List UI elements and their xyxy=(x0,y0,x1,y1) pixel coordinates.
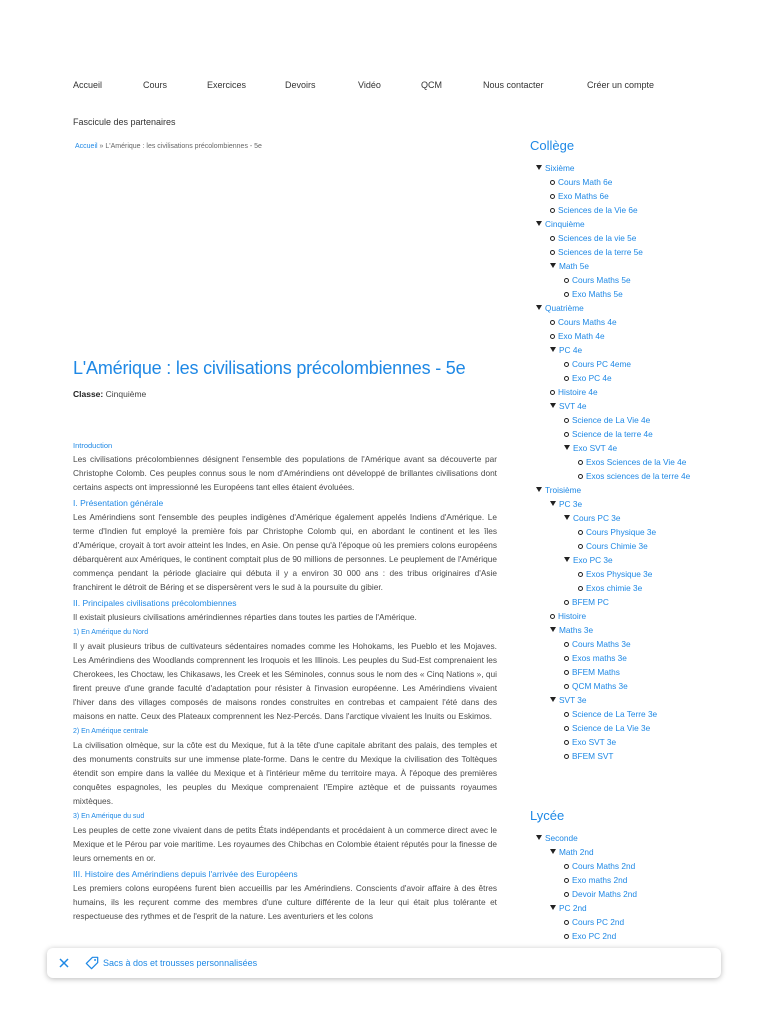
college-item-label[interactable]: Histoire xyxy=(558,611,587,621)
college-item[interactable] xyxy=(530,301,740,315)
bullet-icon xyxy=(564,418,569,423)
lycee-item-label[interactable]: Exo maths 2nd xyxy=(572,875,628,885)
college-item-label[interactable]: Math 5e xyxy=(559,261,589,271)
expand-triangle-icon[interactable] xyxy=(564,515,570,520)
college-item[interactable] xyxy=(530,371,740,385)
breadcrumb xyxy=(75,143,262,150)
college-item[interactable] xyxy=(530,427,740,441)
college-item[interactable] xyxy=(530,315,740,329)
bottom-ad-link[interactable]: Sacs à dos et trousses personnalisées xyxy=(103,958,258,968)
expand-triangle-icon[interactable] xyxy=(536,835,542,840)
section-3-heading: III. Histoire des Amérindiens depuis l'arrivée des Européens xyxy=(73,869,298,879)
bullet-icon xyxy=(550,320,555,325)
college-item[interactable] xyxy=(530,511,740,525)
section-1-heading: I. Présentation générale xyxy=(73,498,164,508)
bullet-icon xyxy=(564,920,569,925)
college-item-label[interactable]: Exos Sciences de la Vie 4e xyxy=(586,457,687,467)
bullet-icon xyxy=(564,292,569,297)
bullet-icon xyxy=(564,934,569,939)
college-item[interactable] xyxy=(530,581,740,595)
article-body xyxy=(73,418,497,948)
expand-triangle-icon[interactable] xyxy=(550,263,556,268)
college-item-label[interactable]: Cours PC 3e xyxy=(573,513,621,523)
lycee-tree xyxy=(530,831,740,943)
college-item-label[interactable]: Science de La Terre 3e xyxy=(572,709,658,719)
bullet-icon xyxy=(564,684,569,689)
college-item[interactable] xyxy=(530,287,740,301)
expand-triangle-icon[interactable] xyxy=(550,905,556,910)
college-item[interactable] xyxy=(530,539,740,553)
college-item-label[interactable]: Science de La Vie 4e xyxy=(572,415,651,425)
bullet-icon xyxy=(550,194,555,199)
intro-paragraph: Les civilisations précolombiennes désignent l'ensemble des populations de l'Amérique avant sa découverte par Christophe Colomb. Ces peuples connus sous le nom d'Amérindiens ont développé de brillantes civilisations dont certains aspects ont impressionné les Européens tant elles étaient évoluées. xyxy=(73,454,497,492)
section-2-1-heading: 1) En Amérique du Nord xyxy=(73,629,149,636)
lycee-item-label[interactable]: Seconde xyxy=(545,833,578,843)
expand-triangle-icon[interactable] xyxy=(564,445,570,450)
expand-triangle-icon[interactable] xyxy=(550,403,556,408)
bullet-icon xyxy=(578,586,583,591)
class-label: Classe: xyxy=(73,389,104,399)
college-item[interactable] xyxy=(530,343,740,357)
bullet-icon xyxy=(564,754,569,759)
college-item[interactable] xyxy=(530,623,740,637)
section-2-1-paragraph: Il y avait plusieurs tribus de cultivateurs sédentaires nomades comme les Hohokams, les Pueblo et les Mojaves. Les Amérindiens des Woodlands comprennent les Iroquois et les Illinois. Les peuples du Sud-Est comprenaient les Cherokees, les Choctaw, les Chikasaws, les Creek et les Séminoles, connus sous le nom des « Cinq Nations », qui firent preuve d'une grande faculté d'adaptation pour résister à l'invasion européenne. Les Amérindiens vivaient l'hiver dans des villages composés de maisons rondes construites en contrebas et campaient l'été dans des maisons en natte. Ceux des Plateaux comprennent les Nez-Percés. Dans l'arctique vivaient les Inuits ou Eskimos. xyxy=(73,641,497,721)
bottom-ad-bar xyxy=(47,948,721,978)
college-item[interactable] xyxy=(530,329,740,343)
college-item[interactable] xyxy=(530,749,740,763)
bullet-icon xyxy=(564,642,569,647)
bullet-icon xyxy=(578,544,583,549)
class-value: Cinquième xyxy=(105,389,147,399)
college-item-label[interactable]: Cours Maths 4e xyxy=(558,317,617,327)
nav-devoirs[interactable]: Devoirs xyxy=(285,80,316,90)
lycee-item-label[interactable]: Exo PC 2nd xyxy=(572,931,617,941)
college-item-label[interactable]: Cinquième xyxy=(545,219,585,229)
breadcrumb-current: L'Amérique : les civilisations précolombiennes - 5e xyxy=(105,143,262,150)
college-item[interactable] xyxy=(530,259,740,273)
college-item[interactable] xyxy=(530,707,740,721)
college-item[interactable] xyxy=(530,665,740,679)
college-item[interactable] xyxy=(530,735,740,749)
college-item[interactable] xyxy=(530,385,740,399)
college-item-label[interactable]: Cours Physique 3e xyxy=(586,527,657,537)
bullet-icon xyxy=(564,670,569,675)
expand-triangle-icon[interactable] xyxy=(550,627,556,632)
bullet-icon xyxy=(550,614,555,619)
section-1-paragraph: Les Amérindiens sont l'ensemble des peuples indigènes d'Amérique également appelés Indiens d'Amérique. Le terme d'Indien fut employé la première fois par Christophe Colomb qui, en abordant le continent et les îles d'Amérique, croyait à tort avoir atteint les Indes, en Asie. On pense qu'à l'époque où les premiers colons européens débarquèrent aux Amériques, le continent comptait plus de 90 millions de personnes. Le peuplement de l'Amérique commença pendant la période glaciaire qui débuta il y a environ 30 000 ans : des tribus originaires d'Asie franchirent le détroit de Béring et se dispersèrent vers le sud à la poursuite du gibier. xyxy=(73,512,497,592)
college-item[interactable] xyxy=(530,609,740,623)
bullet-icon xyxy=(564,376,569,381)
college-item[interactable] xyxy=(530,399,740,413)
lycee-item[interactable] xyxy=(530,845,740,859)
tag-icon xyxy=(85,956,99,970)
college-item-label[interactable]: BFEM SVT xyxy=(572,751,614,761)
bullet-icon xyxy=(564,864,569,869)
expand-triangle-icon[interactable] xyxy=(536,165,542,170)
college-item[interactable] xyxy=(530,203,740,217)
college-item-label[interactable]: BFEM Maths xyxy=(572,667,620,677)
college-item-label[interactable]: Exo Maths 5e xyxy=(572,289,623,299)
section-2-3-paragraph: Les peuples de cette zone vivaient dans de petits États indépendants et procédaient à un commerce direct avec le Mexique et le Pérou par voie maritime. Les royaumes des Chibchas en Colombie étaient réputés pour la finesse de leurs ornements en or. xyxy=(73,825,497,863)
nav-create-account[interactable]: Créer un compte xyxy=(587,80,655,90)
lycee-item-label[interactable]: Cours PC 2nd xyxy=(572,917,625,927)
nav-accueil[interactable]: Accueil xyxy=(73,80,103,90)
nav-contact[interactable]: Nous contacter xyxy=(483,80,544,90)
bullet-icon xyxy=(550,390,555,395)
section-2-2-heading: 2) En Amérique centrale xyxy=(73,728,149,735)
college-item-label[interactable]: Exos sciences de la terre 4e xyxy=(586,471,691,481)
college-item[interactable] xyxy=(530,595,740,609)
nav-partners[interactable]: Fascicule des partenaires xyxy=(73,117,176,127)
college-item-label[interactable]: Science de la terre 4e xyxy=(572,429,653,439)
lycee-item[interactable] xyxy=(530,929,740,943)
article-header xyxy=(73,358,497,399)
college-item-label[interactable]: Exos maths 3e xyxy=(572,653,627,663)
bullet-icon xyxy=(564,600,569,605)
bullet-icon xyxy=(578,460,583,465)
college-item[interactable] xyxy=(530,273,740,287)
lycee-item-label[interactable]: Devoir Maths 2nd xyxy=(572,889,638,899)
lycee-item[interactable] xyxy=(530,915,740,929)
nav-qcm[interactable]: QCM xyxy=(421,80,442,90)
college-item-label[interactable]: Cours Maths 3e xyxy=(572,639,631,649)
college-item-label[interactable]: Sixième xyxy=(545,163,575,173)
lycee-item[interactable] xyxy=(530,901,740,915)
nav-video[interactable]: Vidéo xyxy=(358,80,381,90)
breadcrumb-separator: » xyxy=(97,143,106,150)
college-item-label[interactable]: PC 4e xyxy=(559,345,583,355)
bullet-icon xyxy=(550,236,555,241)
bullet-icon xyxy=(564,712,569,717)
expand-triangle-icon[interactable] xyxy=(550,347,556,352)
breadcrumb-home[interactable]: Accueil xyxy=(75,143,98,150)
college-item-label[interactable]: Cours PC 4eme xyxy=(572,359,632,369)
college-item[interactable] xyxy=(530,357,740,371)
class-info xyxy=(73,389,497,399)
college-item[interactable] xyxy=(530,189,740,203)
lycee-item-label[interactable]: Cours Maths 2nd xyxy=(572,861,636,871)
college-item[interactable] xyxy=(530,441,740,455)
expand-triangle-icon[interactable] xyxy=(536,221,542,226)
expand-triangle-icon[interactable] xyxy=(536,487,542,492)
college-item-label[interactable]: Sciences de la terre 5e xyxy=(558,247,643,257)
college-item[interactable] xyxy=(530,497,740,511)
college-item-label[interactable]: Maths 3e xyxy=(559,625,594,635)
college-item-label[interactable]: Science de La Vie 3e xyxy=(572,723,651,733)
bullet-icon xyxy=(564,878,569,883)
college-item-label[interactable]: Exo SVT 3e xyxy=(572,737,617,747)
college-item[interactable] xyxy=(530,651,740,665)
college-item[interactable] xyxy=(530,469,730,483)
bullet-icon xyxy=(564,892,569,897)
college-tree xyxy=(530,161,740,763)
lycee-item[interactable] xyxy=(530,831,740,845)
college-item[interactable] xyxy=(530,553,740,567)
nav-cours[interactable]: Cours xyxy=(143,80,168,90)
bullet-icon xyxy=(564,656,569,661)
college-item-label[interactable]: Exos chimie 3e xyxy=(586,583,643,593)
college-item-label[interactable]: Exo PC 4e xyxy=(572,373,612,383)
college-item-label[interactable]: Exo Math 4e xyxy=(558,331,605,341)
college-item[interactable] xyxy=(530,175,740,189)
expand-triangle-icon[interactable] xyxy=(550,849,556,854)
bullet-icon xyxy=(564,740,569,745)
college-item-label[interactable]: QCM Maths 3e xyxy=(572,681,628,691)
expand-triangle-icon[interactable] xyxy=(550,697,556,702)
bullet-icon xyxy=(550,180,555,185)
bullet-icon xyxy=(564,432,569,437)
college-item[interactable] xyxy=(530,721,740,735)
college-item[interactable] xyxy=(530,455,740,469)
college-item-label[interactable]: Sciences de la Vie 6e xyxy=(558,205,638,215)
section-2-heading: II. Principales civilisations précolombiennes xyxy=(73,598,237,608)
lycee-item[interactable] xyxy=(530,873,740,887)
college-item-label[interactable]: Sciences de la vie 5e xyxy=(558,233,637,243)
college-item-label[interactable]: Exo PC 3e xyxy=(573,555,613,565)
sidebar-college xyxy=(530,138,740,763)
college-item-label[interactable]: BFEM PC xyxy=(572,597,609,607)
expand-triangle-icon[interactable] xyxy=(564,557,570,562)
sidebar-lycee xyxy=(530,808,740,943)
lycee-item[interactable] xyxy=(530,859,740,873)
bullet-icon xyxy=(550,334,555,339)
bullet-icon xyxy=(550,250,555,255)
college-item[interactable] xyxy=(530,161,740,175)
college-item[interactable] xyxy=(530,483,740,497)
bullet-icon xyxy=(578,530,583,535)
college-item[interactable] xyxy=(530,231,740,245)
college-item[interactable] xyxy=(530,413,740,427)
lycee-heading: Lycée xyxy=(530,808,565,823)
college-item-label[interactable]: Cours Math 6e xyxy=(558,177,613,187)
lycee-item-label[interactable]: PC 2nd xyxy=(559,903,587,913)
college-item-label[interactable]: Cours Chimie 3e xyxy=(586,541,648,551)
college-item-label[interactable]: Exo Maths 6e xyxy=(558,191,609,201)
college-item[interactable] xyxy=(530,217,740,231)
college-item[interactable] xyxy=(530,245,740,259)
college-item[interactable] xyxy=(530,693,740,707)
college-item-label[interactable]: PC 3e xyxy=(559,499,583,509)
college-item[interactable] xyxy=(530,679,740,693)
college-item-label[interactable]: Quatrième xyxy=(545,303,584,313)
college-item-label[interactable]: Troisième xyxy=(545,485,582,495)
top-nav xyxy=(73,80,728,94)
college-item-label[interactable]: SVT 4e xyxy=(559,401,587,411)
bullet-icon xyxy=(564,278,569,283)
bullet-icon xyxy=(578,572,583,577)
section-2-paragraph: Il existait plusieurs civilisations amérindiennes réparties dans toutes les parties de l'Amérique. xyxy=(73,612,417,622)
bullet-icon xyxy=(550,208,555,213)
college-heading: Collège xyxy=(530,138,575,153)
expand-triangle-icon[interactable] xyxy=(536,305,542,310)
section-3-paragraph: Les premiers colons européens furent bien accueillis par les Amérindiens. Conscients d'avoir affaire à des êtres humains, ils les reçurent comme des membres d'une culture différente de la leur qui était plus tolérante et respectueuse des rythmes et de l'esprit de la nature. Les aventuriers et les colons xyxy=(73,883,497,921)
college-item-label[interactable]: Cours Maths 5e xyxy=(572,275,631,285)
section-2-2-paragraph: La civilisation olmèque, sur la côte est du Mexique, fut à la tête d'une capitale abritant des palais, des temples et des monuments construits sur une immense plate-forme. Dans le centre du Mexique la civilisation des Toltèques étendit son empire dans la vallée du Mexique et à l'intérieur même du territoire maya. À l'époque des premières conquêtes espagnoles, les peuples du Mexique comprenaient l'Empire aztèque et de puissants royaumes mixtèques. xyxy=(73,740,497,806)
college-item-label[interactable]: Histoire 4e xyxy=(558,387,598,397)
college-item-label[interactable]: SVT 3e xyxy=(559,695,587,705)
college-item-label[interactable]: Exo SVT 4e xyxy=(573,443,618,453)
lycee-item[interactable] xyxy=(530,887,740,901)
page-title: L'Amérique : les civilisations précolombiennes - 5e xyxy=(73,358,466,378)
intro-heading: Introduction xyxy=(73,441,113,450)
expand-triangle-icon[interactable] xyxy=(550,501,556,506)
close-icon[interactable] xyxy=(49,948,79,978)
lycee-item-label[interactable]: Math 2nd xyxy=(559,847,594,857)
college-item-label[interactable]: Exos Physique 3e xyxy=(586,569,653,579)
bullet-icon xyxy=(578,474,583,479)
nav-exercices[interactable]: Exercices xyxy=(207,80,247,90)
bullet-icon xyxy=(564,726,569,731)
college-item[interactable] xyxy=(530,567,740,581)
college-item[interactable] xyxy=(530,525,740,539)
section-2-3-heading: 3) En Amérique du sud xyxy=(73,813,145,820)
bullet-icon xyxy=(564,362,569,367)
college-item[interactable] xyxy=(530,637,740,651)
